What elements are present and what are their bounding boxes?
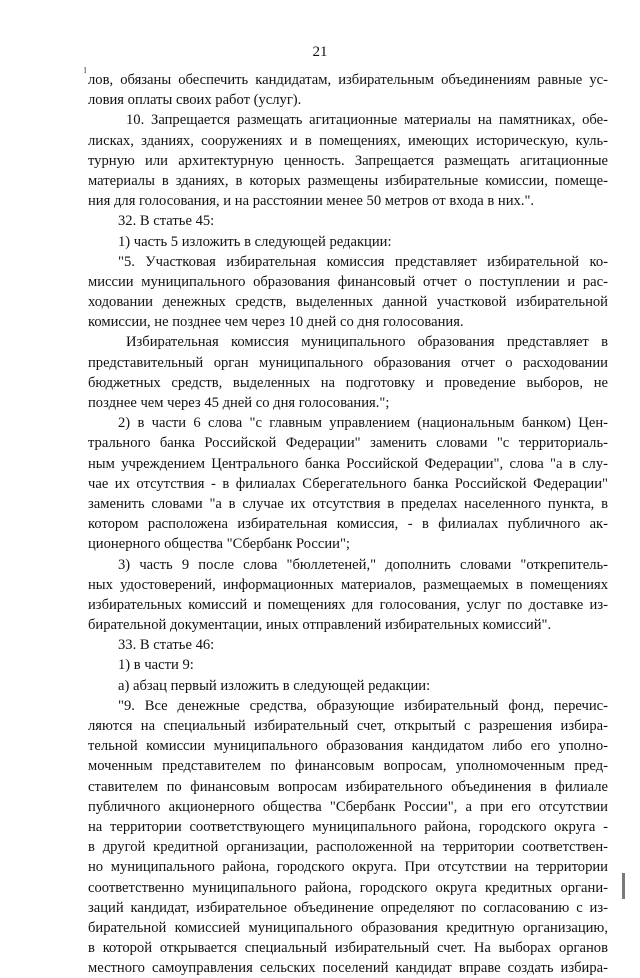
text-line: тельной комиссии муниципального образования кандидатом либо его уполно- xyxy=(88,738,608,755)
text-line: позднее чем через 45 дней со дня голосования."; xyxy=(88,395,390,411)
text-line: ных удостоверений, информационных материалов, размещаемых в помещениях xyxy=(88,576,608,593)
text-line: ловия оплаты своих работ (услуг). xyxy=(88,92,302,109)
text-line: в другой кредитной организации, расположенной на территории соответствен- xyxy=(88,839,608,856)
text-line: а) абзац первый изложить в следующей редакции: xyxy=(118,677,431,694)
text-line: моченным представителем по финансовым вопросам, уполномоченным пред- xyxy=(88,758,608,775)
text-line: 2) в части 6 слова "с главным управлением (национальным банком) Цен- xyxy=(118,415,608,432)
text-line: заций кандидат, избирательное объединение определяют по согласованию с из- xyxy=(88,899,608,916)
page-number: 21 xyxy=(312,44,328,60)
text-line: Избирательная комиссия муниципального образования представляет в xyxy=(126,334,608,351)
document-body xyxy=(88,70,608,978)
text-line: избирательных комиссий и помещениях для голосования, услуг по доставке из- xyxy=(88,596,608,613)
text-line: 33. В статье 46: xyxy=(118,637,215,654)
text-line: "5. Участковая избирательная комиссия представляет избирательной ко- xyxy=(118,253,608,270)
text-line: бюджетных средств, выделенных на подготовку и проведение выборов, не xyxy=(88,374,608,391)
text-line: "9. Все денежные средства, образующие избирательный фонд, перечис- xyxy=(118,697,608,714)
text-line: лов, обязаны обеспечить кандидатам, избирательным объединениям равные ус- xyxy=(88,72,608,88)
text-line: лисках, зданиях, сооружениях и в помещениях, имеющих историческую, куль- xyxy=(88,132,608,149)
text-line: на территории соответствующего муниципального района, городского округа - xyxy=(88,818,608,835)
text-line: ходовании денежных средств, выделенных данной участковой избирательной xyxy=(88,294,608,311)
text-line: 32. В статье 45: xyxy=(118,213,215,230)
text-line: соответственно муниципального района, городского округа кредитных органи- xyxy=(88,879,608,896)
text-line: бирательной документации, иных отправлений избирательных комиссий". xyxy=(88,617,552,634)
text-line: ным учреждением Центрального банка Российской Федерации", слова "а в слу- xyxy=(88,455,608,472)
text-line: турную или архитектурную ценность. Запрещается размещать агитационные xyxy=(88,152,608,169)
text-line: 3) часть 9 после слова "бюллетеней," дополнить словами "открепитель- xyxy=(118,556,608,573)
text-line: комиссии, не позднее чем через 10 дней со дня голосования. xyxy=(88,314,464,331)
text-line: местного самоуправления сельских поселений кандидат вправе создать избира- xyxy=(88,960,608,977)
text-line: миссии муниципального образования финансовый отчет о поступлении и рас- xyxy=(88,273,608,290)
text-line: ния для голосования, и на расстоянии менее 50 метров от входа в них.". xyxy=(88,193,535,210)
text-line: ставителем по финансовым вопросам избирательного объединения в филиале xyxy=(88,778,608,795)
text-line: 1) в части 9: xyxy=(118,657,194,674)
text-line: ционерного общества "Сбербанк России"; xyxy=(88,536,350,553)
text-line: представительный орган муниципального образования отчет о расходовании xyxy=(88,354,608,371)
text-line: ляются на специальный избирательный счет, открытый с разрешения избира- xyxy=(88,718,608,734)
text-line: 1) часть 5 изложить в следующей редакции: xyxy=(118,233,392,250)
text-line: материалы в зданиях, в которых размещены избирательные комиссии, помеще- xyxy=(88,172,608,189)
text-line: бирательной комиссией муниципального образования кредитную организацию, xyxy=(88,919,608,936)
text-line: публичного акционерного общества "Сбербанк России", а при его отсутствии xyxy=(88,798,608,815)
text-line: но муниципального района, городского округа. При отсутствии на территории xyxy=(88,859,608,876)
scan-edge-mark xyxy=(622,873,625,899)
text-line: в которой открывается специальный избирательный счет. На выборах органов xyxy=(88,940,608,957)
text-line: котором расположена избирательная комиссия, - в филиалах публичного ак- xyxy=(88,516,608,533)
text-line: заменить словами "а в случае их отсутствия в пределах населенного пункта, в xyxy=(88,495,608,512)
margin-mark: ˡ xyxy=(84,66,87,81)
text-line: 10. Запрещается размещать агитационные материалы на памятниках, обе- xyxy=(126,112,608,129)
text-line: трального банка Российской Федерации" заменить словами "с территориаль- xyxy=(88,435,608,452)
text-line: чае их отсутствия - в филиалах Сберегательного банка Российской Федерации" xyxy=(88,475,608,492)
